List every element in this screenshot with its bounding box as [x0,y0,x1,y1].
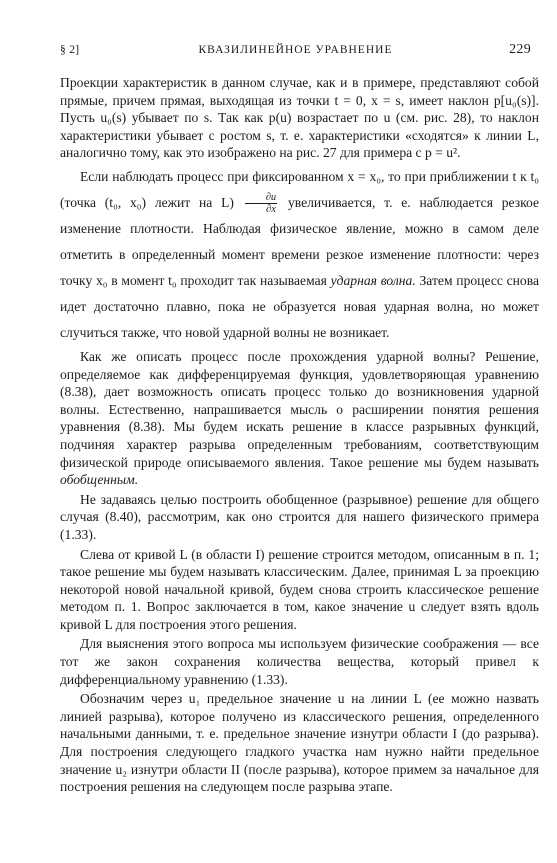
paragraph [60,164,539,346]
text-run: Если наблюдать процесс при фиксированном x = x₀, то при приближении t к t₀ (точка (t₀, x₀) лежит на L) [60,168,539,210]
fraction-numerator: ∂u [245,192,277,204]
paragraph: Проекции характеристик в данном случае, как и в примере, представляют собой прямые, причем прямая, выходящая из точки t = 0, x = s, имеет наклон p[u₀(s)]. Пусть u₀(s) убывает по s. Так как p(u) возрастает по u (см. рис. 28), то наклон характеристики убывает с ростом s, т. е. характеристики «сходятся» к линии L, аналогично тому, как это изображено на рис. 27 для примера с p = u². [60,75,539,161]
page-number: 229 [509,42,531,57]
text-run: Затем процесс снова идет достаточно плавно, пока не образуется новая ударная волна, но может случиться также, что новой ударной волны не возникает. [60,272,540,340]
page-body [60,74,539,796]
text-run: Как же описать процесс после прохождения ударной волны? Решение, определяемое как дифференцируемая функция, удовлетворяющая уравнению (8.38), дает возможность описать процесс только до возникновения ударной волны. Естественно, напрашивается мысль о расширении понятия решения уравнения (8.38). Мы будем искать решение в классе разрывных функций, подчиняя характер разрыва определенным требованиям, соответствующим физической природе описываемого явления. Такое решение мы будем называть [60,348,539,470]
paragraph [60,348,539,489]
paragraph: Обозначим через u₁ предельное значение u на линии L (ее можно назвать линией разрыва), которое получено из классического решения, определенного начальными данными, т. е. предельное значение изнутри области I (до разрыва). Для построения следующего гладкого участка нам нужно найти предельное значение u₂ изнутри области II (после разрыва), которое примем за начальное для построения решения на следующем после разрыва этапе. [60,691,539,795]
partial-derivative [245,192,277,215]
paragraph: Не задаваясь целью построить обобщенное (разрывное) решение для общего случая (8.40), рассмотрим, как оно строится для нашего физического примера (1.33). [60,491,539,542]
section-marker: § 2] [60,44,80,56]
fraction-denominator: ∂x [266,204,276,216]
paragraph: Для выяснения этого вопроса мы используем физические соображения — все тот же закон сохранения количества вещества, который привел к дифференциальному уравнению (1.33). [60,636,539,687]
term-italic: ударная волна. [330,272,416,288]
running-header [60,44,531,60]
text-run: увеличивается, т. е. наблюдается резкое изменение плотности. Наблюдая физическое явление, можно в самом деле отметить в определенный момент времени резкое изменение плотности: через точку x₀ в момент t₀ проходит так называемая [60,194,540,288]
chapter-title: КВАЗИЛИНЕЙНОЕ УРАВНЕНИЕ [198,44,393,56]
paragraph: Слева от кривой L (в области I) решение строится методом, описанным в п. 1; такое решение мы будем называть классическим. Далее, принимая L за проекцию некоторой новой начальной кривой, будем снова строить классическое решение методом п. 1. Вопрос заключается в том, какое значение u следует взять вдоль кривой L для построения этого решения. [60,546,539,632]
term-italic: обобщенным. [60,472,139,488]
